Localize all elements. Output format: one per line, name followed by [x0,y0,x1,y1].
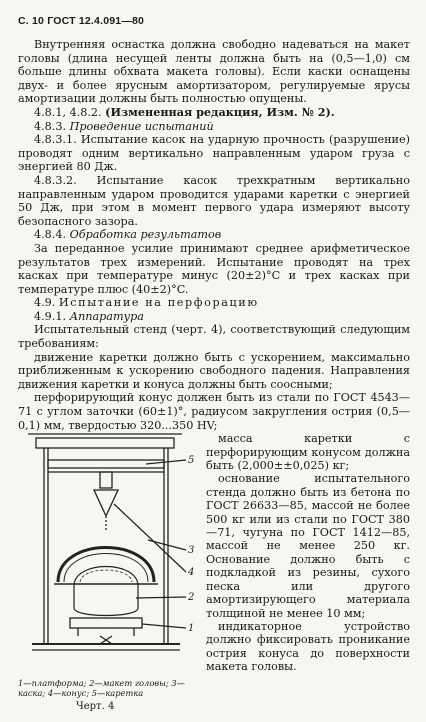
paragraph-results: За переданное усилие принимают среднее арифметическое результатов трех измерений. Испытание проводят на трех касках при температуре минус (20±2)°C и трех касках при температуре плюс (40±2)°C. [18,241,410,296]
paragraph-strength-test: 4.8.3.1. Испытание касок на ударную прочность (разрушение) проводят одним вертикально направленным ударом груза с энергией 80 Дж. [18,133,410,174]
right-text-column [206,432,410,673]
section-heading-results [18,228,410,242]
paragraph-amendment [18,106,410,120]
section-heading-tests [18,120,410,134]
section-heading-apparatus [18,310,410,324]
section-title: Проведение испытаний [69,119,214,133]
label-carriage: 5 [188,455,195,467]
paragraph-triple-impact: 4.8.3.2. Испытание касок трехкратным вертикально направленным ударом проводится ударами каретки с энергией 50 Дж, при этом в момент первого удара измеряют высоту безопасного зазора. [18,173,410,228]
section-heading-perforation [18,296,410,310]
figure-and-text [18,432,410,722]
page-header: С. 10 ГОСТ 12.4.091—80 [18,15,145,27]
paragraph-base: основание испытательного стенда должно быть из бетона по ГОСТ 26633—85, массой не более 500 кг или из стали по ГОСТ 380—71, чугуна по ГОСТ 1412—85, массой не менее 250 кг. Основание должно быть с подкладкой из резины, сухого песка или другого амортизирующего материала толщиной не менее 10 мм; [206,472,410,620]
clause-number: 4.8.3. [34,119,67,133]
head-mockup [74,567,138,616]
paragraph-mockup: Внутренняя оснастка должна свободно надеваться на макет головы (длина несущей ленты должна быть на (0,5—1,0) см больше длины обхвата макета головы). Если каски оснащены двух- и более ярусным амортизатором, регулируемые ярусы амортизации должны быть полностью опущены. [18,38,410,106]
clause-number: 4.9. [34,296,56,310]
cone [94,490,118,516]
test-stand-drawing [18,432,198,677]
label-helmet: 3 [188,545,195,557]
paragraph-carriage-mass: масса каретки с перфорирующим конусом должна быть (2,000±±0,025) кг; [206,432,410,473]
figure-title: Черт. 4 [76,701,115,713]
label-cone: 4 [188,567,195,579]
clause-number: 4.8.4. [34,228,67,242]
document-body [18,38,410,722]
section-title: Обработка результатов [69,228,222,242]
amendment-note: (Измененная редакция, Изм. № 2). [105,104,335,119]
paragraph-indicator: индикаторное устройство должно фиксировать проникание острия конуса до поверхности макета головы. [206,619,410,674]
platform [70,618,142,628]
figure-caption: 1—платформа; 2—макет головы; 3—каска; 4—конус; 5—каретка [18,678,185,699]
label-head: 2 [188,592,195,604]
paragraph-cone: перфорирующий конус должен быть из стали по ГОСТ 4543—71 с углом заточки (60±1)°, радиусом закругления острия (0,5—0,1) мм, твердостью 320...350 HV; [18,391,410,432]
helmet-shell [58,548,154,583]
paragraph-stand: Испытательный стенд (черт. 4), соответствующий следующим требованиям: [18,323,410,351]
figure-4 [18,432,198,722]
section-title: Аппаратура [69,309,144,323]
paragraph-carriage-motion: движение каретки должно быть с ускорением, максимально приближенным к ускорению свободного падения. Направления движения каретки и конуса должны быть соосными; [18,350,410,391]
clause-number: 4.9.1. [34,309,67,323]
label-platform: 1 [188,623,195,635]
top-beam [36,438,174,448]
section-title: Испытание на перфорацию [58,296,259,310]
clause-number: 4.8.1, 4.8.2. [34,105,102,119]
